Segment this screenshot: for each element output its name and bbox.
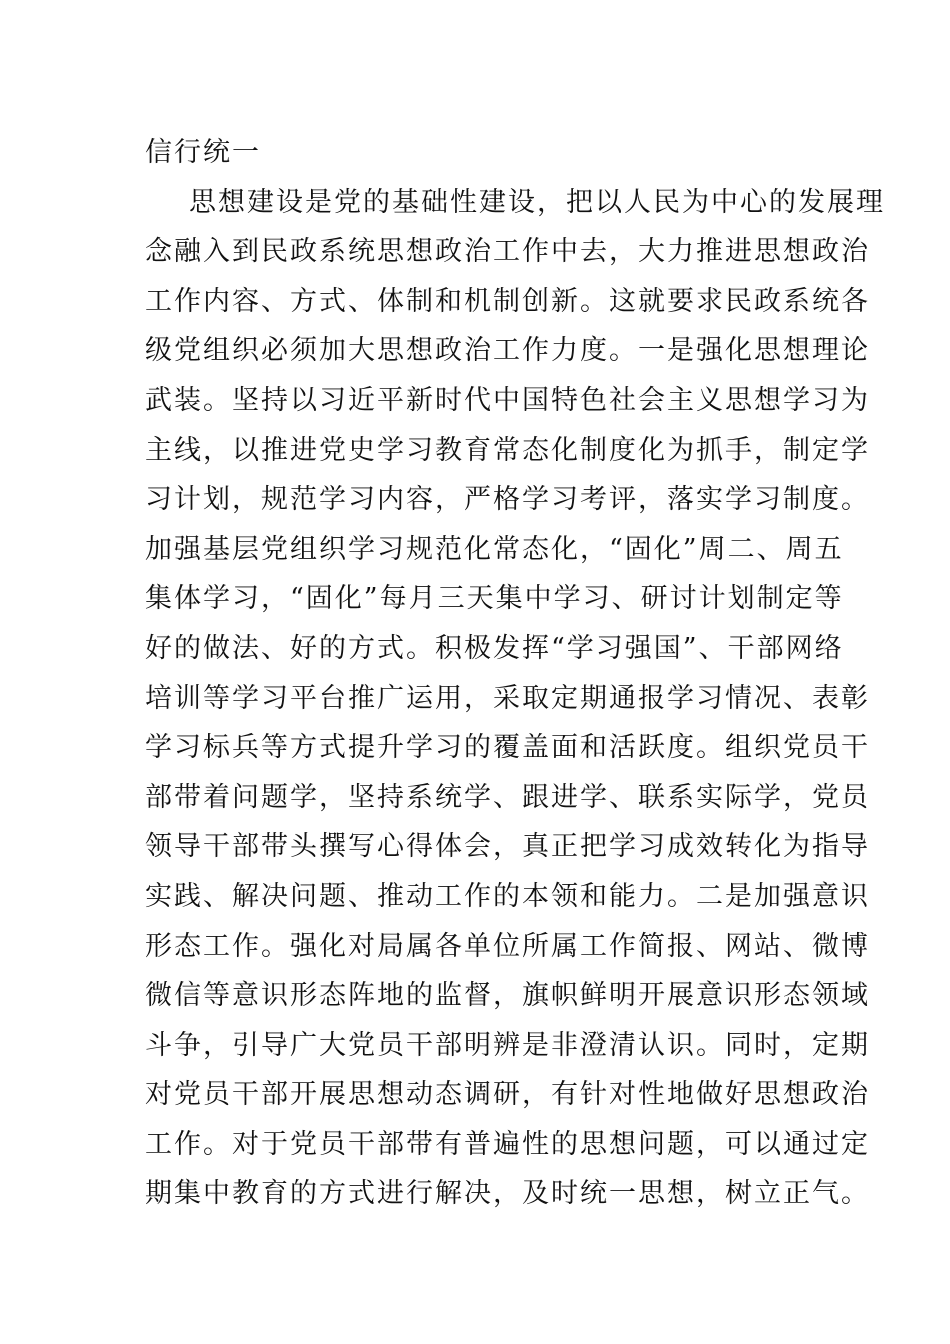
text-line: 习计划，规范学习内容，严格学习考评，落实学习制度。 [145, 484, 870, 516]
text-line: 实践、解决问题、推动工作的本领和能力。二是加强意识 [145, 880, 870, 912]
text-line: 期集中教育的方式进行解决，及时统一思想，树立正气。 [145, 1178, 870, 1210]
text-line: 武装。坚持以习近平新时代中国特色社会主义思想学习为 [145, 384, 870, 416]
text-line: 学习标兵等方式提升学习的覆盖面和活跃度。组织党员干 [145, 732, 870, 764]
text-line: 斗争，引导广大党员干部明辨是非澄清认识。同时，定期 [145, 1029, 870, 1061]
text-line: 微信等意识形态阵地的监督，旗帜鲜明开展意识形态领域 [145, 980, 870, 1012]
text-line: 对党员干部开展思想动态调研，有针对性地做好思想政治 [145, 1079, 870, 1111]
text-line: 加强基层党组织学习规范化常态化，“固化”周二、周五 [145, 533, 844, 565]
text-line: 工作。对于党员干部带有普遍性的思想问题，可以通过定 [145, 1128, 870, 1160]
paragraph-first-line: 思想建设是党的基础性建设，把以人民为中心的发展理 [189, 186, 885, 218]
body-text [145, 128, 885, 1219]
text-line: 好的做法、好的方式。积极发挥“学习强国”、干部网络 [145, 632, 844, 664]
text-line: 级党组织必须加大思想政治工作力度。一是强化思想理论 [145, 335, 870, 367]
text-line: 念融入到民政系统思想政治工作中去，大力推进思想政治 [145, 236, 870, 268]
text-line: 信行统一 [145, 137, 261, 168]
text-line: 部带着问题学，坚持系统学、跟进学、联系实际学，党员 [145, 781, 870, 813]
text-line: 领导干部带头撰写心得体会，真正把学习成效转化为指导 [145, 831, 870, 863]
text-line: 形态工作。强化对局属各单位所属工作简报、网站、微博 [145, 930, 870, 962]
text-line: 培训等学习平台推广运用，采取定期通报学习情况、表彰 [145, 682, 870, 714]
text-line: 工作内容、方式、体制和机制创新。这就要求民政系统各 [145, 285, 870, 317]
text-line: 集体学习，“固化”每月三天集中学习、研讨计划制定等 [145, 583, 844, 615]
text-line: 主线，以推进党史学习教育常态化制度化为抓手，制定学 [145, 434, 870, 466]
